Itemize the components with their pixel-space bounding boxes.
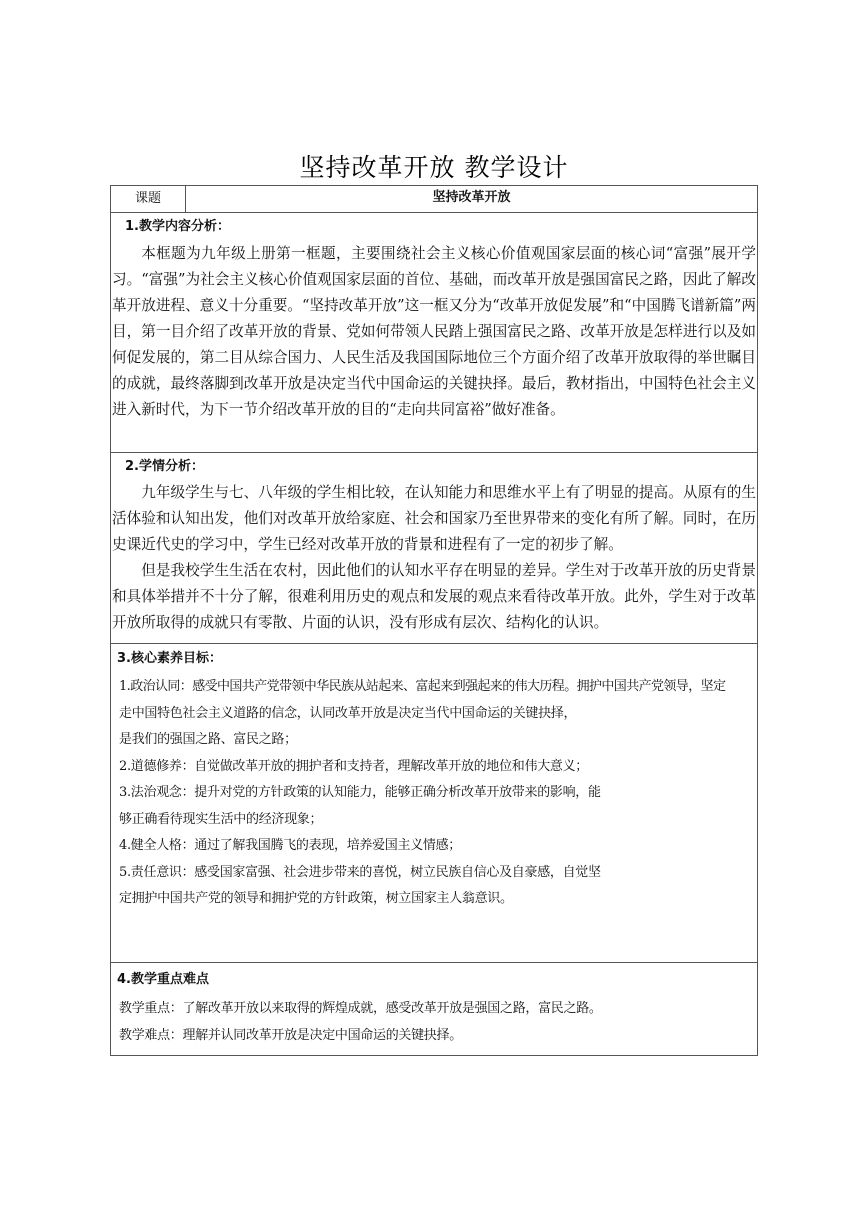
goal-line: 3.法治观念：提升对党的方针政策的认知能力，能够正确分析改革开放带来的影响，能	[119, 785, 601, 800]
topic-label: 课题	[111, 186, 186, 212]
goal-line: 是我们的强国之路、富民之路；	[119, 732, 297, 747]
section-paragraph: 本框题为九年级上册第一框题，主要围绕社会主义核心价值观国家层面的核心词“富强”展开学习。“富强”为社会主义核心价值观国家层面的首位、基础，而改革开放是强国富民之路，因此了解改革开放进程、意义十分重要。“坚持改革开放”这一框又分为“改革开放促发展”和“中国腾飞谱新篇”两目，第一目介绍了改革开放的背景、党如何带领人民踏上强国富民之路、改革开放是怎样进行以及如何促发展的，第二目从综合国力、人民生活及我国国际地位三个方面介绍了改革开放取得的举世瞩目的成就，最终落脚到改革开放是决定当代中国命运的关键抉择。最后，教材指出，中国特色社会主义进入新时代，为下一节介绍改革开放的目的“走向共同富裕”做好准备。	[112, 245, 756, 418]
section-core-goals	[111, 643, 757, 962]
section-heading: 2.学情分析：	[125, 459, 204, 474]
lesson-plan-table	[110, 185, 758, 1056]
goal-line: 定拥护中国共产党的领导和拥护党的方针政策，树立国家主人翁意识。	[119, 891, 513, 906]
section-heading: 1.教学内容分析：	[125, 219, 230, 234]
goal-line: 1.政治认同：感受中国共产党带领中华民族从站起来、富起来到强起来的伟大历程。拥护中国共产党领导，坚定	[119, 679, 726, 694]
goal-line: 2.道德修养：自觉做改革开放的拥护者和支持者，理解改革开放的地位和伟大意义；	[119, 758, 589, 774]
topic-row	[111, 186, 757, 212]
section-content-analysis	[111, 212, 757, 452]
section-learner-analysis	[111, 452, 757, 643]
section-heading: 3.核心素养目标：	[117, 651, 222, 666]
goal-line: 4.健全人格：通过了解我国腾飞的表现，培养爱国主义情感；	[119, 838, 462, 853]
section-key-points	[111, 962, 757, 1055]
section-paragraph: 九年级学生与七、八年级的学生相比较，在认知能力和思维水平上有了明显的提高。从原有的生活体验和认知出发，他们对改革开放给家庭、社会和国家乃至世界带来的变化有所了解。同时，在历史课近代史的学习中，学生已经对改革开放的背景和进程有了一定的初步了解。	[112, 484, 756, 553]
document-title: 坚持改革开放 教学设计	[299, 153, 569, 182]
goal-line: 5.责任意识：感受国家富强、社会进步带来的喜悦，树立民族自信心及自豪感，自觉坚	[119, 864, 601, 880]
key-point-line: 教学重点：了解改革开放以来取得的辉煌成就，感受改革开放是强国之路，富民之路。	[119, 1001, 602, 1016]
topic-value: 坚持改革开放	[432, 190, 511, 205]
section-paragraph: 但是我校学生生活在农村，因此他们的认知水平存在明显的差异。学生对于改革开放的历史背景和具体举措并不十分了解，很难利用历史的观点和发展的观点来看待改革开放。此外，学生对于改革开放所取得的成就只有零散、片面的认识，没有形成有层次、结构化的认识。	[112, 562, 756, 631]
goal-line: 够正确看待现实生活中的经济现象；	[119, 811, 323, 827]
section-heading: 4.教学重点难点	[117, 972, 209, 987]
goal-line: 走中国特色社会主义道路的信念，认同改革开放是决定当代中国命运的关键抉择，	[119, 705, 577, 721]
key-point-line: 教学难点：理解并认同改革开放是决定中国命运的关键抉择。	[119, 1027, 462, 1043]
